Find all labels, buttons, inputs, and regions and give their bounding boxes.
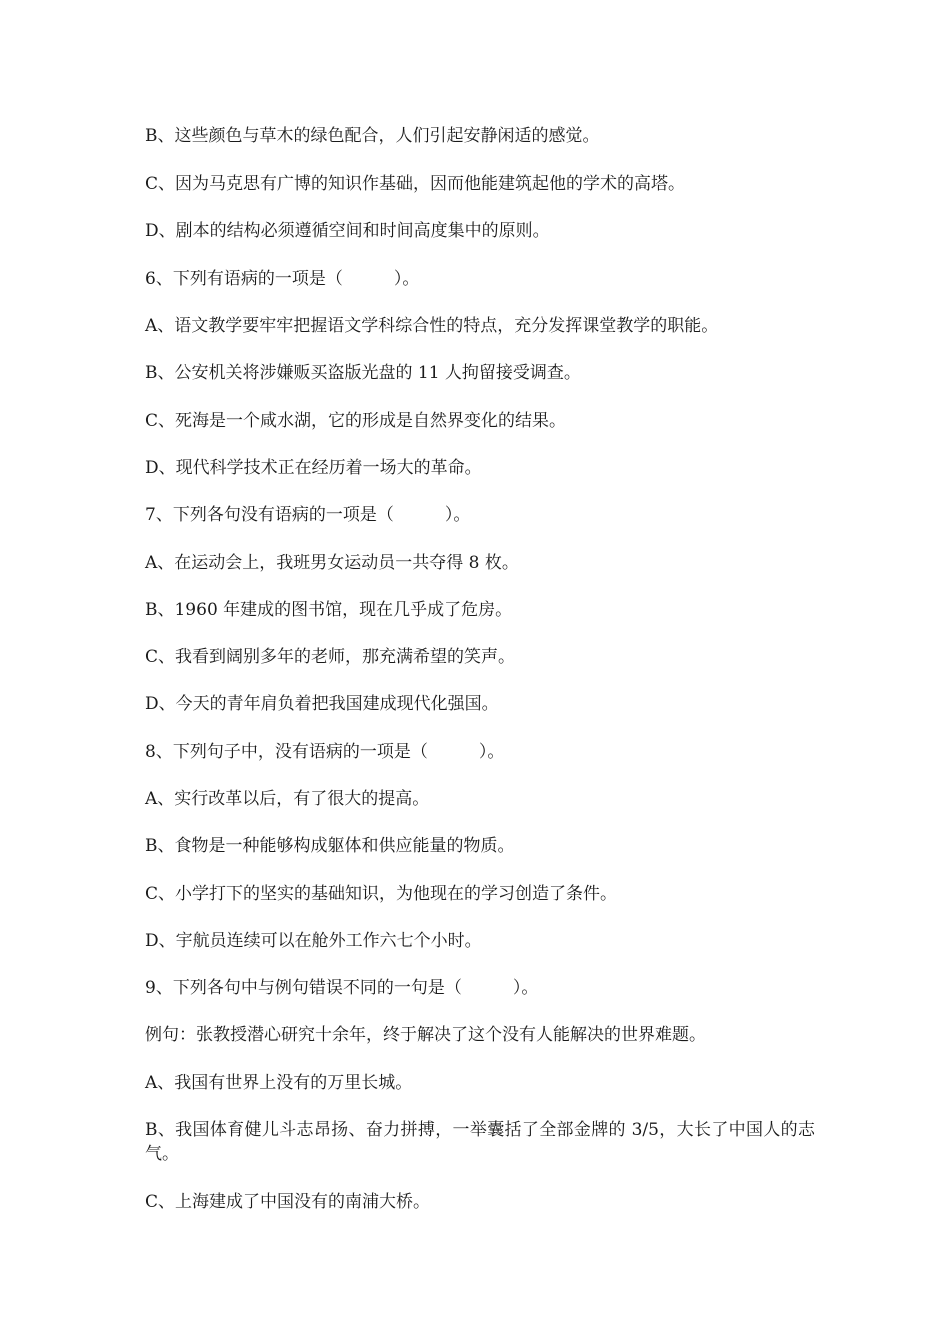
question-9-stem: 9、下列各句中与例句错误不同的一句是（ ）。 [145, 978, 539, 998]
question-6-stem: 6、下列有语病的一项是（ ）。 [145, 269, 420, 289]
text-line: A、实行改革以后，有了很大的提高。 [145, 789, 430, 809]
text-line: D、宇航员连续可以在舱外工作六七个小时。 [145, 931, 482, 951]
text-line: C、我看到阔别多年的老师，那充满希望的笑声。 [145, 647, 516, 667]
text-line: B、这些颜色与草木的绿色配合，人们引起安静闲适的感觉。 [145, 126, 600, 146]
text-line: A、我国有世界上没有的万里长城。 [145, 1073, 413, 1093]
example-sentence: 例句：张教授潜心研究十余年，终于解决了这个没有人能解决的世界难题。 [145, 1025, 706, 1045]
text-line: B、我国体育健儿斗志昂扬、奋力拼搏，一举囊括了全部金牌的 3/5，大长了中国人的志气。 [145, 1120, 815, 1164]
text-line: C、上海建成了中国没有的南浦大桥。 [145, 1192, 431, 1212]
text-line: D、今天的青年肩负着把我国建成现代化强国。 [145, 694, 499, 714]
text-line: D、剧本的结构必须遵循空间和时间高度集中的原则。 [145, 221, 550, 241]
question-7-stem: 7、下列各句没有语病的一项是（ ）。 [145, 505, 471, 525]
text-line: C、因为马克思有广博的知识作基础，因而他能建筑起他的学术的高塔。 [145, 174, 686, 194]
text-line: C、死海是一个咸水湖，它的形成是自然界变化的结果。 [145, 411, 567, 431]
text-line: A、在运动会上，我班男女运动员一共夺得 8 枚。 [145, 553, 519, 573]
text-line: B、食物是一种能够构成躯体和供应能量的物质。 [145, 836, 515, 856]
text-line: B、公安机关将涉嫌贩买盗版光盘的 11 人拘留接受调查。 [145, 363, 581, 383]
text-line: C、小学打下的坚实的基础知识，为他现在的学习创造了条件。 [145, 884, 618, 904]
text-line: A、语文教学要牢牢把握语文学科综合性的特点，充分发挥课堂教学的职能。 [145, 316, 719, 336]
question-8-stem: 8、下列句子中，没有语病的一项是（ ）。 [145, 742, 505, 762]
text-line: D、现代科学技术正在经历着一场大的革命。 [145, 458, 482, 478]
text-line: B、1960 年建成的图书馆，现在几乎成了危房。 [145, 600, 513, 620]
